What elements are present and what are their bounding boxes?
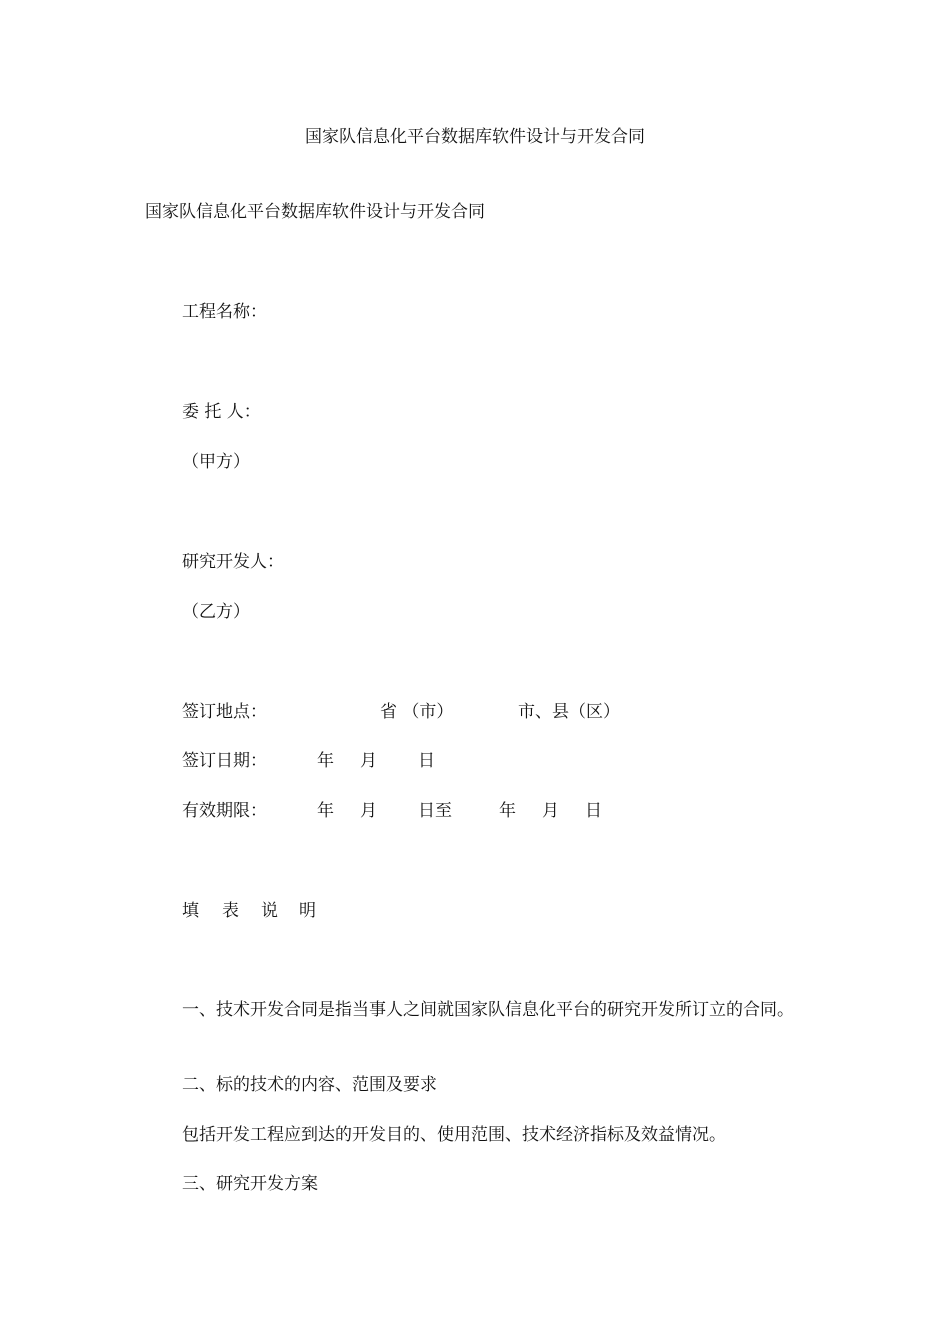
client-party: （甲方） (182, 452, 250, 472)
sign-date-label: 签订日期： (182, 751, 267, 771)
sign-date-day: 日 (418, 751, 435, 771)
sign-date-year: 年 (317, 751, 334, 771)
document-title: 国家队信息化平台数据库软件设计与开发合同 (145, 202, 485, 222)
sign-place-city: 市、县（区） (518, 702, 620, 722)
developer-party: （乙方） (182, 602, 250, 622)
instructions-char-1: 填 (182, 901, 199, 921)
validity-month: 月 (360, 801, 377, 821)
developer-label: 研究开发人： (182, 552, 284, 572)
sign-place-label: 签订地点： (182, 702, 267, 722)
clause-1: 一、技术开发合同是指当事人之间就国家队信息化平台的研究开发所订立的合同。 (182, 1000, 794, 1020)
instructions-char-2: 表 (222, 901, 239, 921)
validity-year-end: 年 (499, 801, 516, 821)
clause-2-body: 包括开发工程应到达的开发目的、使用范围、技术经济指标及效益情况。 (182, 1125, 726, 1145)
sign-date-month: 月 (360, 751, 377, 771)
client-label: 委 托 人： (182, 402, 261, 422)
validity-day-end: 日 (585, 801, 602, 821)
validity-day-to: 日至 (418, 801, 452, 821)
validity-year: 年 (317, 801, 334, 821)
project-name-label: 工程名称： (182, 302, 267, 322)
instructions-char-3: 说 (261, 901, 278, 921)
clause-3-heading: 三、研究开发方案 (182, 1174, 318, 1194)
header-title: 国家队信息化平台数据库软件设计与开发合同 (305, 127, 645, 147)
validity-label: 有效期限： (182, 801, 267, 821)
clause-2-heading: 二、标的技术的内容、范围及要求 (182, 1075, 437, 1095)
sign-place-province: 省 （市） (380, 702, 454, 722)
instructions-char-4: 明 (299, 901, 316, 921)
validity-month-end: 月 (542, 801, 559, 821)
